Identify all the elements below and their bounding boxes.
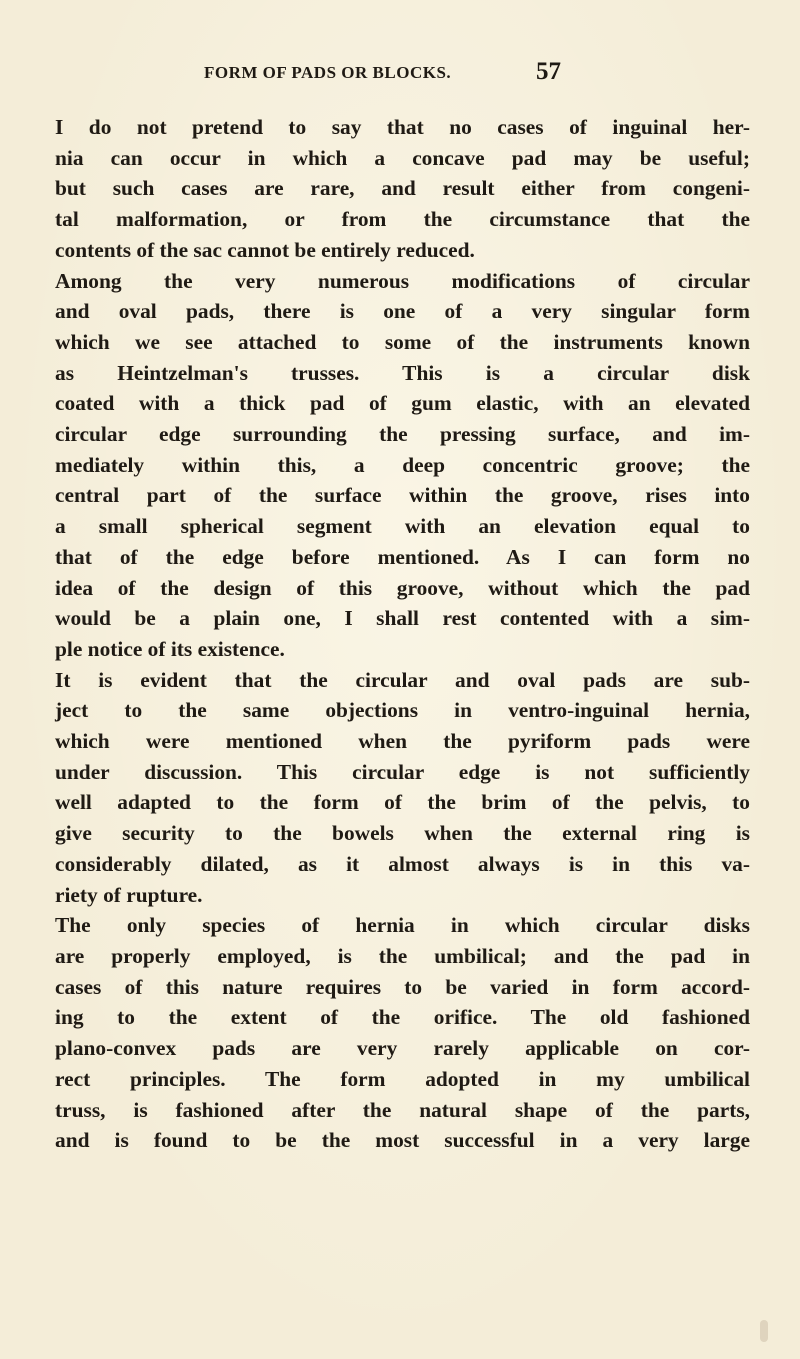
text-line: I do not pretend to say that no cases of inguinal her- bbox=[55, 115, 750, 139]
text-line: coated with a thick pad of gum elastic, with an elevated bbox=[55, 391, 750, 416]
page-number: 57 bbox=[536, 58, 561, 85]
text-line: would be a plain one, I shall rest contented with a sim- bbox=[55, 606, 750, 631]
text-line: under discussion. This circular edge is not sufficiently bbox=[55, 759, 750, 784]
text-line: which were mentioned when the pyriform pads were bbox=[55, 729, 750, 754]
text-line: central part of the surface within the groove, rises into bbox=[55, 483, 750, 508]
page-smudge bbox=[760, 1320, 768, 1342]
text-line: but such cases are rare, and result either from congeni- bbox=[55, 176, 750, 201]
text-line: give security to the bowels when the external ring is bbox=[55, 821, 750, 846]
text-line: riety of rupture. bbox=[55, 882, 203, 907]
text-line: contents of the sac cannot be entirely reduced. bbox=[55, 237, 475, 262]
text-line: considerably dilated, as it almost always is in this va- bbox=[55, 851, 750, 876]
running-head: FORM OF PADS OR BLOCKS. bbox=[204, 63, 452, 82]
text-line: Among the very numerous modifications of circular bbox=[55, 268, 750, 293]
text-line: ing to the extent of the orifice. The old fashioned bbox=[55, 1005, 750, 1030]
text-line: well adapted to the form of the brim of the pelvis, to bbox=[55, 790, 750, 815]
text-line: which we see attached to some of the instruments known bbox=[55, 329, 750, 354]
paragraph bbox=[55, 665, 750, 911]
paragraph bbox=[55, 112, 750, 266]
text-line: mediately within this, a deep concentric groove; the bbox=[55, 452, 750, 477]
text-line: rect principles. The form adopted in my umbilical bbox=[55, 1066, 750, 1091]
text-line: tal malformation, or from the circumstance that the bbox=[55, 207, 750, 232]
paragraph bbox=[55, 266, 750, 665]
text-line: It is evident that the circular and oval pads are sub- bbox=[55, 667, 750, 692]
text-line: and is found to be the most successful in a very large bbox=[55, 1128, 750, 1153]
text-line: as Heintzelman's trusses. This is a circular disk bbox=[55, 360, 750, 385]
text-line: circular edge surrounding the pressing surface, and im- bbox=[55, 422, 750, 447]
text-line: cases of this nature requires to be varied in form accord- bbox=[55, 974, 750, 999]
text-line: and oval pads, there is one of a very singular form bbox=[55, 299, 750, 324]
text-line: ject to the same objections in ventro-inguinal hernia, bbox=[55, 698, 750, 723]
body-text bbox=[55, 112, 750, 1156]
paragraph bbox=[55, 910, 750, 1156]
page-header bbox=[0, 58, 800, 87]
text-line: truss, is fashioned after the natural shape of the parts, bbox=[55, 1097, 750, 1122]
text-line: plano-convex pads are very rarely applicable on cor- bbox=[55, 1036, 750, 1061]
text-line: The only species of hernia in which circular disks bbox=[55, 913, 750, 938]
text-line: that of the edge before mentioned. As I can form no bbox=[55, 544, 750, 569]
text-line: are properly employed, is the umbilical; and the pad in bbox=[55, 943, 750, 968]
text-line: ple notice of its existence. bbox=[55, 636, 285, 661]
text-line: idea of the design of this groove, without which the pad bbox=[55, 575, 750, 600]
text-line: a small spherical segment with an elevation equal to bbox=[55, 514, 750, 539]
text-line: nia can occur in which a concave pad may be useful; bbox=[55, 145, 750, 170]
